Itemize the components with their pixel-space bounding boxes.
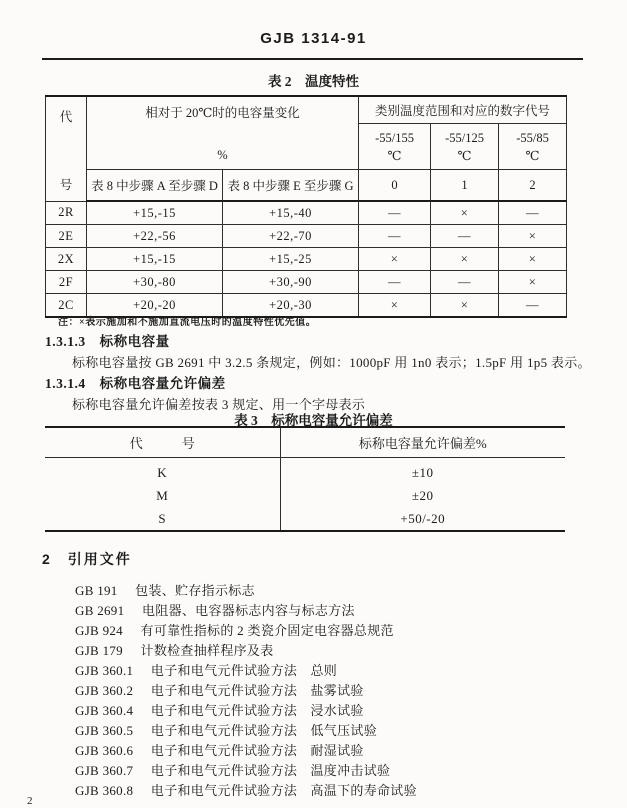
section-1313-title: 1.3.1.3 标称电容量: [45, 334, 170, 349]
ref-standard-number: GJB 360.7: [75, 763, 134, 778]
table2-temperature-characteristics: [45, 95, 567, 318]
list-item: [75, 761, 595, 781]
cell-step-ad: +15,-15: [87, 248, 223, 271]
table2-header-temp-range-0: [359, 124, 431, 170]
ref-standard-title: 电子和电气元件试验方法 浸水试验: [150, 703, 364, 718]
ref-standard-title: 电子和电气元件试验方法 低气压试验: [150, 723, 377, 738]
temp-range-unit: ℃: [387, 148, 402, 163]
ref-standard-number: GJB 360.8: [75, 783, 134, 798]
table-row: [45, 484, 565, 507]
cell-temp-125: —: [431, 225, 499, 248]
cell-step-eg: +15,-40: [223, 201, 359, 225]
cell-code: M: [45, 484, 280, 507]
temp-range-unit: ℃: [457, 148, 472, 163]
table2-caption: 表 2 温度特性: [267, 74, 360, 89]
cell-code: S: [45, 507, 280, 531]
table2-header-temp-range-2: [499, 124, 567, 170]
ref-standard-number: GJB 179: [75, 643, 123, 658]
ref-standard-number: GJB 360.2: [75, 683, 134, 698]
section-1313-body: 标称电容量按 GB 2691 中 3.2.5 条规定，例如：1000pF 用 1n0 表示；1.5pF 用 1p5 表示。: [72, 355, 591, 370]
ref-standard-number: GJB 360.1: [75, 663, 134, 678]
table2-header-step-eg: 表 8 中步骤 E 至步骤 G: [223, 170, 359, 202]
cap-change-title: 相对于 20℃时的电容量变化: [145, 106, 300, 120]
table3-capacitance-tolerance: [45, 426, 565, 532]
cell-code: 2F: [46, 271, 87, 294]
list-item: [75, 581, 595, 601]
code-head-top: 代: [59, 109, 73, 124]
table2-header-temp-range-1: [431, 124, 499, 170]
ref-standard-title: 电子和电气元件试验方法 高温下的寿命试验: [150, 783, 417, 798]
table2-header-cap-change: [87, 96, 359, 170]
temp-range-value: -55/85: [516, 130, 549, 145]
cell-step-eg: +20,-30: [223, 294, 359, 318]
list-item: [75, 781, 595, 801]
cell-temp-125: ×: [431, 201, 499, 225]
temp-range-unit: ℃: [525, 148, 540, 163]
cell-temp-155: —: [359, 271, 431, 294]
list-item: [75, 661, 595, 681]
section-1314-body: 标称电容量允许偏差按表 3 规定、用一个字母表示: [72, 397, 366, 412]
list-item: [75, 621, 595, 641]
ref-standard-title: 电子和电气元件试验方法 温度冲击试验: [150, 763, 391, 778]
cell-code: 2X: [46, 248, 87, 271]
list-item: [75, 641, 595, 661]
table-row: [46, 225, 567, 248]
list-item: [75, 701, 595, 721]
code-head-bottom: 号: [59, 177, 73, 192]
ref-standard-title: 电子和电气元件试验方法 耐湿试验: [150, 743, 364, 758]
cell-step-ad: +30,-80: [87, 271, 223, 294]
cell-temp-125: ×: [431, 248, 499, 271]
temp-range-value: -55/125: [445, 130, 484, 145]
cell-code: 2C: [46, 294, 87, 318]
ref-standard-number: GJB 360.5: [75, 723, 134, 738]
cell-temp-85: ×: [499, 225, 567, 248]
cell-step-ad: +15,-15: [87, 201, 223, 225]
cell-tolerance: ±20: [411, 487, 434, 503]
table2-header-code: [46, 96, 87, 201]
ref-standard-number: GJB 360.6: [75, 743, 134, 758]
reference-list: [75, 581, 595, 801]
cell-temp-85: ×: [499, 248, 567, 271]
doc-number: GJB 1314-91: [260, 30, 367, 47]
ref-standard-title: 计数检查抽样程序及表: [140, 643, 274, 658]
ref-standard-title: 电子和电气元件试验方法 总则: [150, 663, 338, 678]
list-item: [75, 741, 595, 761]
list-item: [75, 681, 595, 701]
cell-code: K: [45, 458, 280, 485]
table2-header-temp-group: 类别温度范围和对应的数字代号: [359, 96, 567, 124]
ref-standard-number: GB 191: [75, 583, 118, 598]
cell-temp-85: —: [499, 294, 567, 318]
cell-temp-155: ×: [359, 248, 431, 271]
table-row: [46, 248, 567, 271]
table2-header-temp-code-2: 2: [499, 170, 567, 202]
section-1314-title: 1.3.1.4 标称电容量允许偏差: [45, 376, 226, 391]
table2-body: [46, 201, 567, 317]
table3-header-code: 代 号: [45, 427, 280, 458]
table3-header-tolerance: 标称电容量允许偏差%: [280, 427, 565, 458]
cell-temp-125: ×: [431, 294, 499, 318]
section-2-title: 2 引用文件: [42, 551, 132, 567]
cell-temp-155: —: [359, 225, 431, 248]
cell-tolerance: ±10: [411, 464, 434, 480]
list-item: [75, 601, 595, 621]
cell-temp-85: —: [499, 201, 567, 225]
table2-note: 注：×表示施加和不施加直流电压时的温度特性优先值。: [58, 317, 317, 328]
ref-standard-number: GJB 360.4: [75, 703, 134, 718]
temp-range-value: -55/155: [375, 130, 414, 145]
table-row: [46, 271, 567, 294]
cell-step-eg: +22,-70: [223, 225, 359, 248]
page-number: 2: [27, 795, 33, 807]
table3-body: [45, 458, 565, 532]
table3-caption: 表 3 标称电容量允许偏差: [234, 413, 393, 428]
cap-change-unit: %: [217, 148, 228, 162]
cell-step-ad: +22,-56: [87, 225, 223, 248]
cell-code: 2E: [46, 225, 87, 248]
ref-standard-number: GJB 924: [75, 623, 123, 638]
cell-tolerance: +50/-20: [400, 510, 446, 526]
cell-step-ad: +20,-20: [87, 294, 223, 318]
table-row: [45, 507, 565, 531]
table2-header-step-ad: 表 8 中步骤 A 至步骤 D: [87, 170, 223, 202]
table-row: [46, 201, 567, 225]
table2-header-temp-code-0: 0: [359, 170, 431, 202]
cell-step-eg: +30,-90: [223, 271, 359, 294]
cell-temp-155: ×: [359, 294, 431, 318]
ref-standard-number: GB 2691: [75, 603, 125, 618]
ref-standard-title: 包装、贮存指示标志: [135, 583, 255, 598]
cell-step-eg: +15,-25: [223, 248, 359, 271]
ref-standard-title: 电阻器、电容器标志内容与标志方法: [141, 603, 355, 618]
table-row: [45, 458, 565, 485]
cell-temp-85: ×: [499, 271, 567, 294]
ref-standard-title: 电子和电气元件试验方法 盐雾试验: [150, 683, 364, 698]
cell-code: 2R: [46, 201, 87, 225]
table2-header-temp-code-1: 1: [431, 170, 499, 202]
list-item: [75, 721, 595, 741]
cell-temp-125: —: [431, 271, 499, 294]
ref-standard-title: 有可靠性指标的 2 类瓷介固定电容器总规范: [140, 623, 394, 638]
header-divider: [42, 58, 583, 60]
cell-temp-155: —: [359, 201, 431, 225]
